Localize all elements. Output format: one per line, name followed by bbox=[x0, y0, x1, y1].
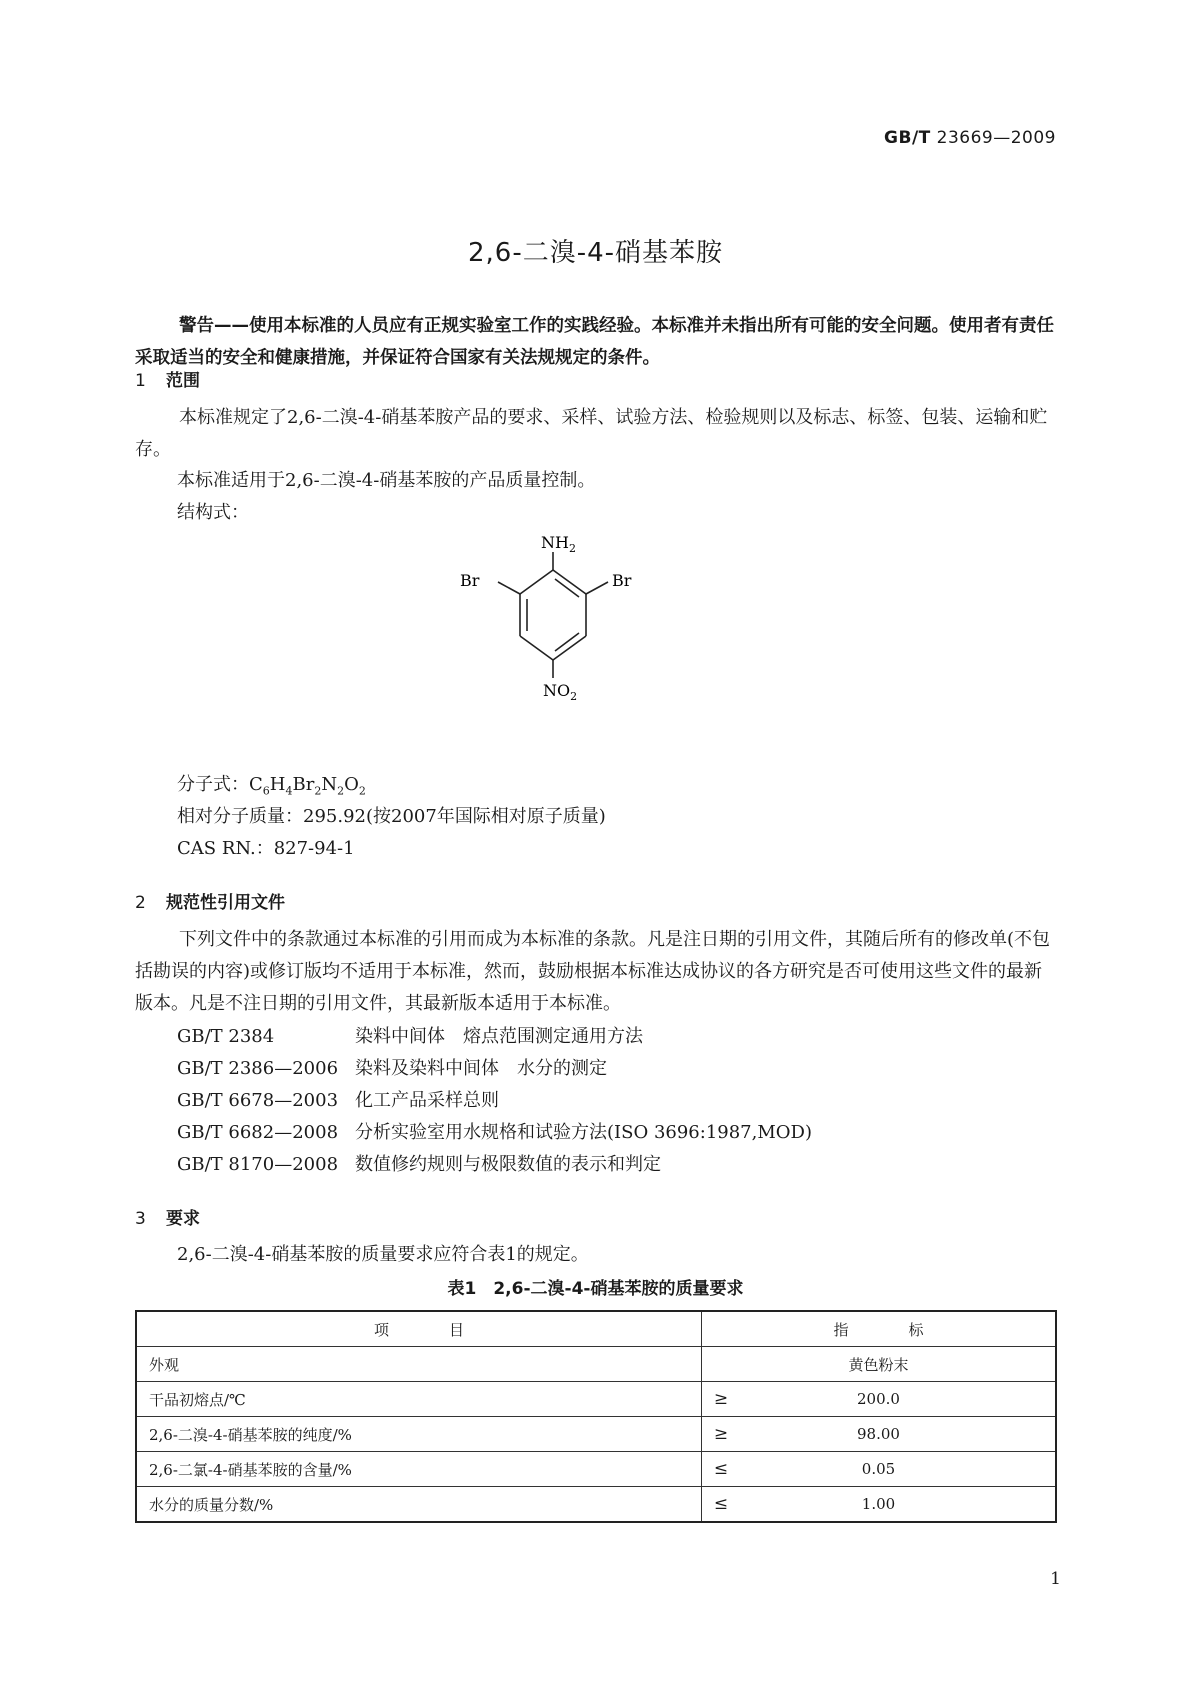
formula-count: 2 bbox=[337, 784, 345, 798]
formula-element: Br bbox=[292, 774, 315, 795]
nitro-group-label: $NO_2$ bbox=[543, 681, 578, 703]
row-item: 2,6-二氯-4-硝基苯胺的含量/% bbox=[136, 1452, 702, 1487]
quality-requirements-table bbox=[135, 1310, 1057, 1523]
table-caption: 表1 2,6-二溴-4-硝基苯胺的质量要求 bbox=[447, 1279, 744, 1299]
formula-count: 6 bbox=[262, 784, 270, 798]
row-operator: ≤ bbox=[702, 1452, 741, 1487]
bromine-right-label: Br bbox=[612, 571, 632, 590]
cas-number: CAS RN.：827-94-1 bbox=[177, 838, 355, 859]
formula-count: 2 bbox=[358, 784, 366, 798]
standard-prefix: GB/T bbox=[884, 128, 931, 148]
normative-references-intro: 下列文件中的条款通过本标准的引用而成为本标准的条款。凡是注日期的引用文件，其随后所有的修改单(不包括勘误的内容)或修订版均不适用于本标准，然而，鼓励根据本标准达成协议的各方研究是否可使用这些文件的最新版本。凡是不注日期的引用文件，其最新版本适用于本标准。 bbox=[135, 929, 1051, 1014]
scope-paragraph-2: 本标准适用于2,6-二溴-4-硝基苯胺的产品质量控制。 bbox=[177, 470, 596, 491]
reference-item bbox=[177, 1086, 499, 1112]
reference-title: 染料中间体 熔点范围测定通用方法 bbox=[355, 1026, 643, 1047]
row-item: 外观 bbox=[136, 1347, 702, 1382]
row-value: 1.00 bbox=[740, 1487, 1056, 1523]
section-title: 范围 bbox=[166, 371, 200, 391]
scope-paragraph-1: 本标准规定了2,6-二溴-4-硝基苯胺产品的要求、采样、试验方法、检验规则以及标志、标签、包装、运输和贮存。 bbox=[135, 407, 1048, 460]
bromine-left-label: Br bbox=[460, 571, 480, 590]
row-value: 黄色粉末 bbox=[702, 1347, 1057, 1382]
table-row bbox=[136, 1487, 1056, 1523]
formula-element: O bbox=[344, 774, 359, 795]
reference-code: GB/T 8170—2008 bbox=[177, 1154, 339, 1175]
benzene-ring bbox=[498, 552, 608, 678]
formula-label: 分子式： bbox=[177, 774, 249, 795]
row-item: 2,6-二溴-4-硝基苯胺的纯度/% bbox=[136, 1417, 702, 1452]
reference-code: GB/T 2384 bbox=[177, 1026, 275, 1047]
row-value: 98.00 bbox=[740, 1417, 1056, 1452]
section-2-heading bbox=[135, 888, 285, 913]
formula-element: C bbox=[249, 774, 263, 795]
molecular-mass: 相对分子质量：295.92(按2007年国际相对原子质量) bbox=[177, 806, 606, 827]
reference-title: 数值修约规则与极限数值的表示和判定 bbox=[355, 1154, 661, 1175]
amino-group-label: $NH_2$ bbox=[541, 533, 576, 555]
reference-code: GB/T 6682—2008 bbox=[177, 1122, 339, 1143]
column-header-item: 项 目 bbox=[136, 1311, 702, 1347]
standard-number bbox=[884, 128, 1056, 148]
row-operator: ≥ bbox=[702, 1382, 741, 1417]
column-header-index: 指 标 bbox=[702, 1311, 1057, 1347]
row-item: 水分的质量分数/% bbox=[136, 1487, 702, 1523]
reference-code: GB/T 2386—2006 bbox=[177, 1058, 339, 1079]
formula-count: 4 bbox=[285, 784, 293, 798]
standard-code: 23669—2009 bbox=[936, 128, 1056, 148]
table-row bbox=[136, 1347, 1056, 1382]
row-value: 200.0 bbox=[740, 1382, 1056, 1417]
section-number: 2 bbox=[135, 893, 146, 913]
row-operator: ≤ bbox=[702, 1487, 741, 1523]
table-row bbox=[136, 1382, 1056, 1417]
structural-formula bbox=[440, 530, 680, 710]
row-value: 0.05 bbox=[740, 1452, 1056, 1487]
section-title: 要求 bbox=[166, 1209, 200, 1229]
formula-element: N bbox=[321, 774, 338, 795]
reference-title: 分析实验室用水规格和试验方法(ISO 3696:1987,MOD) bbox=[355, 1122, 812, 1143]
table-header-row bbox=[136, 1311, 1056, 1347]
section-number: 1 bbox=[135, 371, 146, 391]
molecular-formula bbox=[177, 770, 366, 798]
reference-title: 化工产品采样总则 bbox=[355, 1090, 499, 1111]
page-number: 1 bbox=[1050, 1569, 1061, 1589]
table-row bbox=[136, 1417, 1056, 1452]
warning-paragraph: 警告——使用本标准的人员应有正规实验室工作的实践经验。本标准并未指出所有可能的安全问题。使用者有责任采取适当的安全和健康措施，并保证符合国家有关法规规定的条件。 bbox=[135, 316, 1054, 368]
row-operator: ≥ bbox=[702, 1417, 741, 1452]
reference-item bbox=[177, 1150, 661, 1176]
section-number: 3 bbox=[135, 1209, 146, 1229]
reference-code: GB/T 6678—2003 bbox=[177, 1090, 339, 1111]
row-item: 干品初熔点/℃ bbox=[136, 1382, 702, 1417]
section-title: 规范性引用文件 bbox=[166, 893, 285, 913]
structure-label: 结构式： bbox=[177, 502, 249, 523]
reference-item bbox=[177, 1118, 812, 1144]
formula-element: H bbox=[269, 774, 286, 795]
document-title: 2,6-二溴-4-硝基苯胺 bbox=[467, 238, 724, 268]
reference-item bbox=[177, 1054, 607, 1080]
reference-title: 染料及染料中间体 水分的测定 bbox=[355, 1058, 607, 1079]
requirements-paragraph: 2,6-二溴-4-硝基苯胺的质量要求应符合表1的规定。 bbox=[177, 1244, 589, 1265]
table-row bbox=[136, 1452, 1056, 1487]
formula-count: 2 bbox=[314, 784, 322, 798]
reference-item bbox=[177, 1022, 643, 1048]
section-1-heading bbox=[135, 366, 200, 391]
section-3-heading bbox=[135, 1204, 200, 1229]
